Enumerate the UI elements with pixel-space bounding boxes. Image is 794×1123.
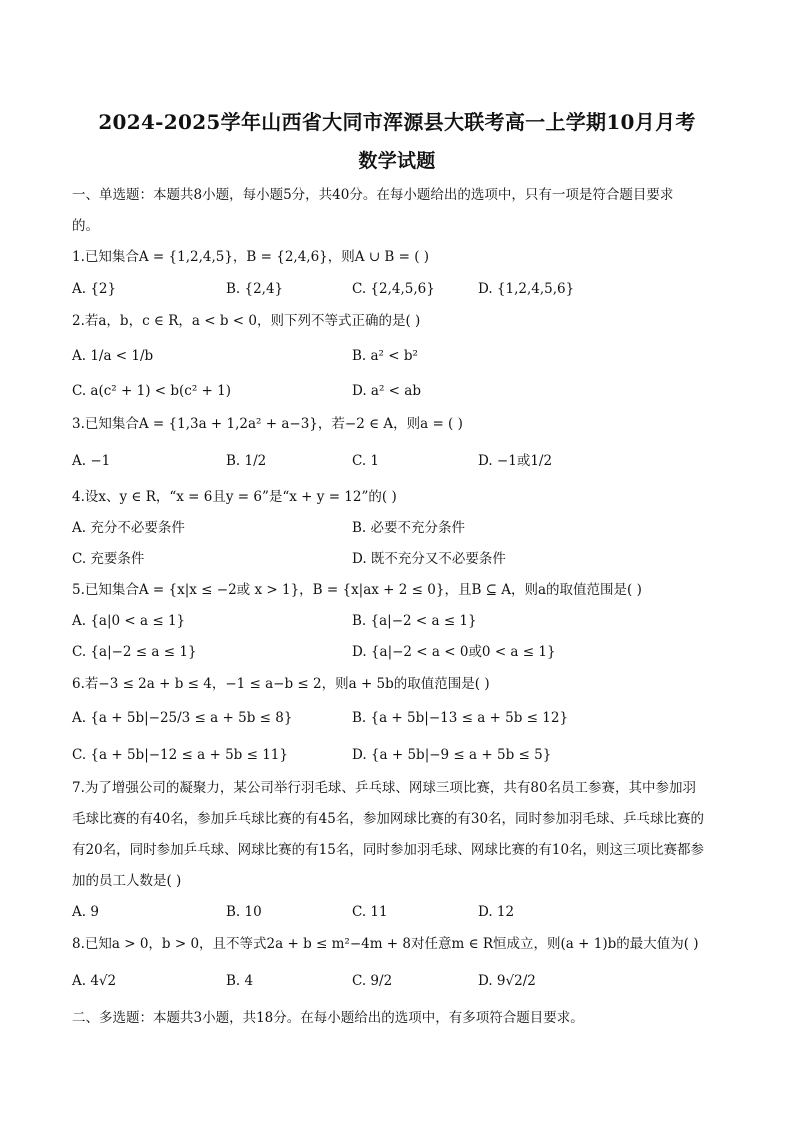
- question-1-option-b: B. {2,4}: [226, 281, 284, 297]
- question-5-option-c: C. {a|−2 ≤ a ≤ 1}: [72, 644, 197, 660]
- question-4-option-a: A. 充分不必要条件: [72, 520, 185, 536]
- question-6-option-d: D. {a + 5b|−9 ≤ a + 5b ≤ 5}: [352, 747, 552, 763]
- page-subtitle: 数学试题: [358, 150, 436, 172]
- question-8-option-d: D. 9√2/2: [478, 973, 536, 989]
- question-1-option-a: A. {2}: [72, 281, 117, 297]
- question-3-option-a: A. −1: [72, 453, 111, 469]
- page-title: 2024-2025学年山西省大同市浑源县大联考高一上学期10月月考: [98, 110, 696, 134]
- question-3-option-c: C. 1: [352, 453, 380, 469]
- question-3-option-b: B. 1/2: [226, 453, 267, 469]
- section1-instruction: 一、单选题：本题共8小题，每小题5分，共40分。在每小题给出的选项中，只有一项是符合题目要求: [72, 187, 674, 203]
- question-3-option-d: D. −1或1/2: [478, 453, 553, 469]
- question-1-option-c: C. {2,4,5,6}: [352, 281, 435, 297]
- question-1-option-d: D. {1,2,4,5,6}: [478, 281, 575, 297]
- question-6-option-c: C. {a + 5b|−12 ≤ a + 5b ≤ 11}: [72, 747, 288, 763]
- question-6-option-b: B. {a + 5b|−13 ≤ a + 5b ≤ 12}: [352, 710, 569, 726]
- question-2-option-d: D. a² < ab: [352, 383, 421, 399]
- question-8-option-b: B. 4: [226, 973, 254, 989]
- question-5-option-b: B. {a|−2 < a ≤ 1}: [352, 613, 477, 629]
- question-8-stem: 8.已知a > 0，b > 0，且不等式2a + b ≤ m²−4m + 8对任意m ∈ R恒成立，则(a + 1)b的最大值为( ): [72, 936, 699, 952]
- question-2-option-b: B. a² < b²: [352, 348, 418, 364]
- question-2-option-a: A. 1/a < 1/b: [72, 348, 154, 364]
- question-7-stem-line4: 加的员工人数是( ): [72, 873, 182, 889]
- question-8-option-a: A. 4√2: [72, 973, 117, 989]
- question-5-stem: 5.已知集合A = {x|x ≤ −2或 x > 1}，B = {x|ax + 2 ≤ 0}，且B ⊆ A，则a的取值范围是( ): [72, 582, 642, 598]
- question-7-option-a: A. 9: [72, 904, 99, 920]
- section2-instruction: 二、多选题：本题共3小题，共18分。在每小题给出的选项中，有多项符合题目要求。: [72, 1010, 584, 1026]
- question-6-option-a: A. {a + 5b|−25/3 ≤ a + 5b ≤ 8}: [72, 710, 293, 726]
- question-7-option-b: B. 10: [226, 904, 262, 920]
- section1-instruction-cont: 的。: [72, 218, 99, 234]
- question-7-option-d: D. 12: [478, 904, 515, 920]
- question-4-stem: 4.设x、y ∈ R，“x = 6且y = 6”是“x + y = 12”的( ): [72, 489, 397, 505]
- question-7-stem-line3: 有20名，同时参加乒乓球、网球比赛的有15名，同时参加羽毛球、网球比赛的有10名，则这三项比赛都参: [72, 842, 705, 858]
- question-6-stem: 6.若−3 ≤ 2a + b ≤ 4，−1 ≤ a−b ≤ 2，则a + 5b的取值范围是( ): [72, 676, 490, 692]
- question-5-option-d: D. {a|−2 < a < 0或0 < a ≤ 1}: [352, 644, 556, 660]
- question-7-option-c: C. 11: [352, 904, 388, 920]
- question-3-stem: 3.已知集合A = {1,3a + 1,2a² + a−3}，若−2 ∈ A，则a = ( ): [72, 416, 463, 432]
- question-4-option-d: D. 既不充分又不必要条件: [352, 551, 506, 567]
- question-4-option-c: C. 充要条件: [72, 551, 145, 567]
- question-1-stem: 1.已知集合A = {1,2,4,5}，B = {2,4,6}，则A ∪ B = ( ): [72, 249, 430, 265]
- question-2-stem: 2.若a，b，c ∈ R，a < b < 0，则下列不等式正确的是( ): [72, 313, 421, 329]
- question-7-stem-line1: 7.为了增强公司的凝聚力，某公司举行羽毛球、乒乓球、网球三项比赛，共有80名员工参赛，其中参加羽: [72, 780, 697, 796]
- question-4-option-b: B. 必要不充分条件: [352, 520, 466, 536]
- question-8-option-c: C. 9/2: [352, 973, 393, 989]
- question-2-option-c: C. a(c² + 1) < b(c² + 1): [72, 383, 231, 399]
- question-7-stem-line2: 毛球比赛的有40名，参加乒乓球比赛的有45名，参加网球比赛的有30名，同时参加羽毛球、乒乓球比赛的: [72, 811, 705, 827]
- question-5-option-a: A. {a|0 < a ≤ 1}: [72, 613, 186, 629]
